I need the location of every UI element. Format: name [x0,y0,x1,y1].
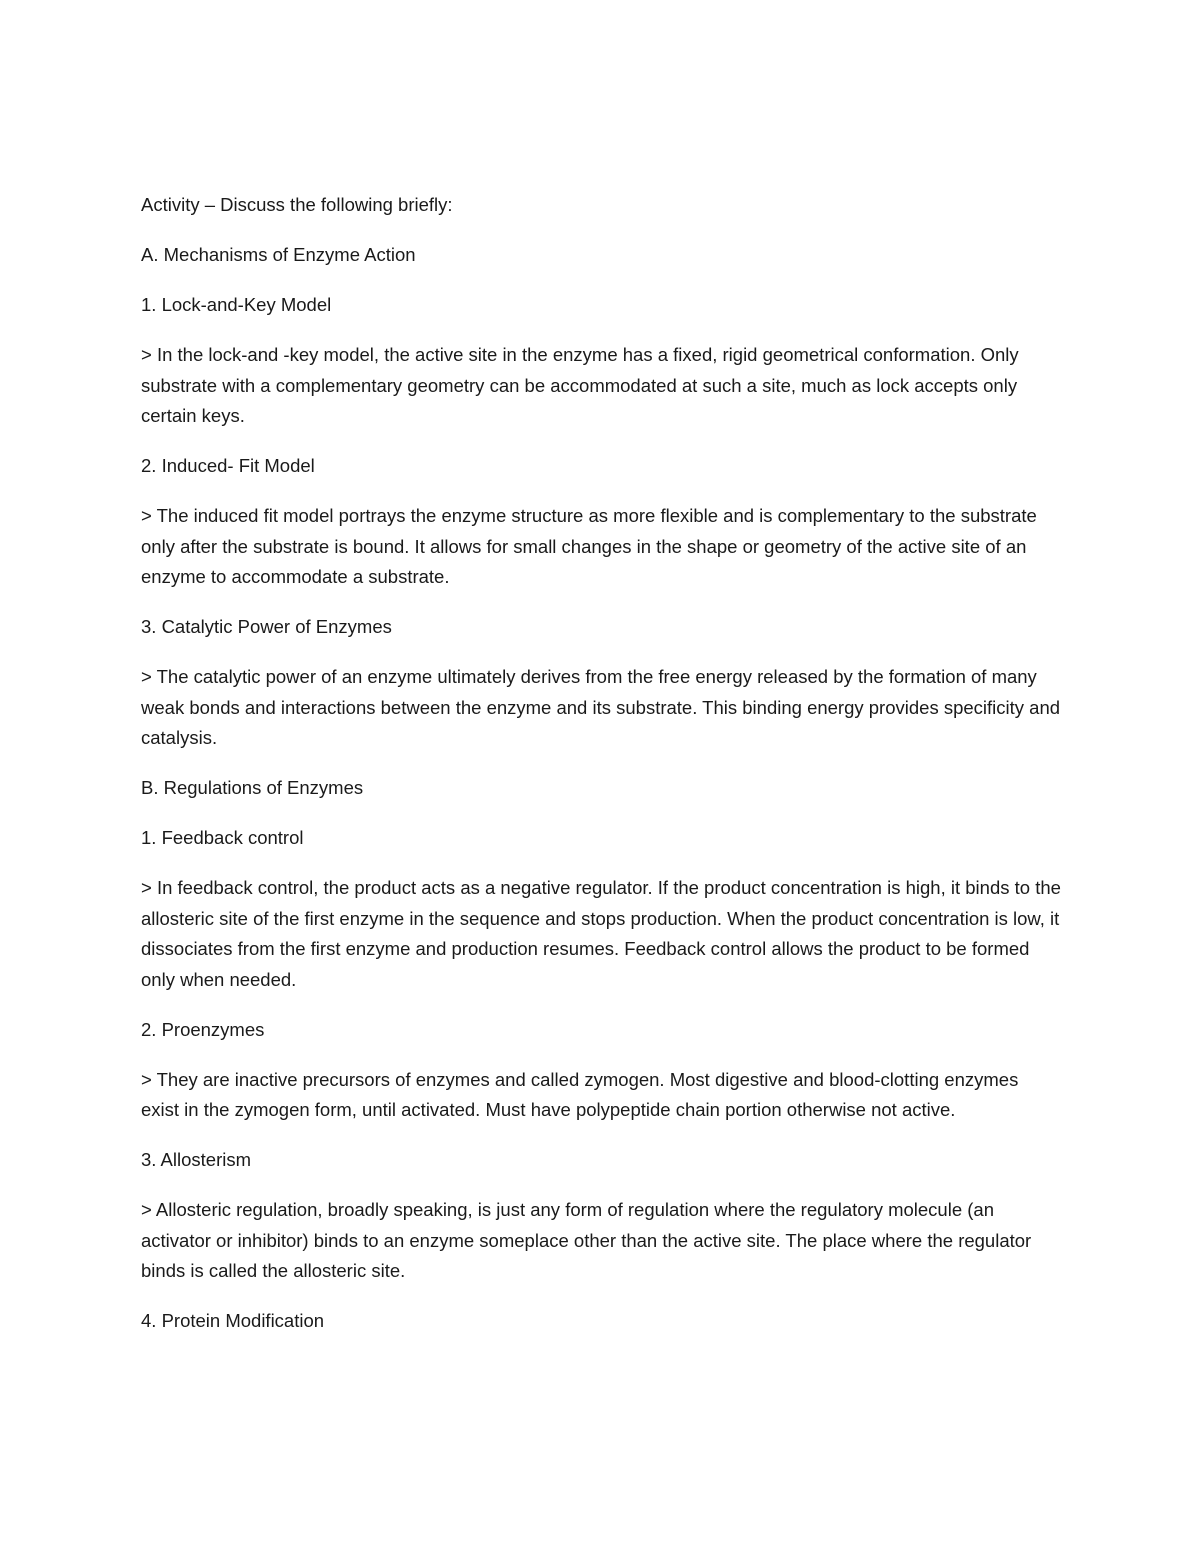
induced-fit-text: > The induced fit model portrays the enzyme structure as more flexible and is complementary to the substrate only after the substrate is bound. It allows for small changes in the shape or geometry of the active site of an enzyme to accommodate a substrate. [141,505,1037,587]
protein-modification-title: 4. Protein Modification [141,1310,325,1331]
feedback-control-title: 1. Feedback control [141,827,304,848]
activity-heading: Activity – Discuss the following briefly: [141,194,453,215]
proenzymes-title: 2. Proenzymes [141,1018,265,1040]
section-b-title: B. Regulations of Enzymes [141,777,364,798]
allosterism-text: > Allosteric regulation, broadly speaking, is just any form of regulation where the regulatory molecule (an activator or inhibitor) binds to an enzyme someplace other than the active site. The place where the regulator binds is called the allosteric site. [141,1199,1032,1281]
catalytic-power-text: > The catalytic power of an enzyme ultimately derives from the free energy released by the formation of many weak bonds and interactions between the enzyme and its substrate. This binding energy provides specificity and catalysis. [141,666,1061,748]
induced-fit-title: 2. Induced- Fit Model [141,455,315,476]
allosterism-title: 3. Allosterism [141,1149,252,1170]
section-a-title: A. Mechanisms of Enzyme Action [141,244,416,265]
document-body [141,190,1061,1356]
catalytic-power-title: 3. Catalytic Power of Enzymes [141,616,392,637]
lock-and-key-text: > In the lock-and -key model, the active site in the enzyme has a fixed, rigid geometrical conformation. Only substrate with a complementary geometry can be accommodated at such a site, much as lock accepts only certain keys. [141,344,1019,426]
feedback-control-text: > In feedback control, the product acts as a negative regulator. If the product concentration is high, it binds to the allosteric site of the first enzyme in the sequence and stops production. When the product concentration is low, it dissociates from the first enzyme and production resumes. Feedback control allows the product to be formed only when needed. [141,877,1061,990]
lock-and-key-title: 1. Lock-and-Key Model [141,294,332,315]
proenzymes-text: > They are inactive precursors of enzymes and called zymogen. Most digestive and blood-clotting enzymes exist in the zymogen form, until activated. Must have polypeptide chain portion otherwise not active. [141,1068,1019,1120]
